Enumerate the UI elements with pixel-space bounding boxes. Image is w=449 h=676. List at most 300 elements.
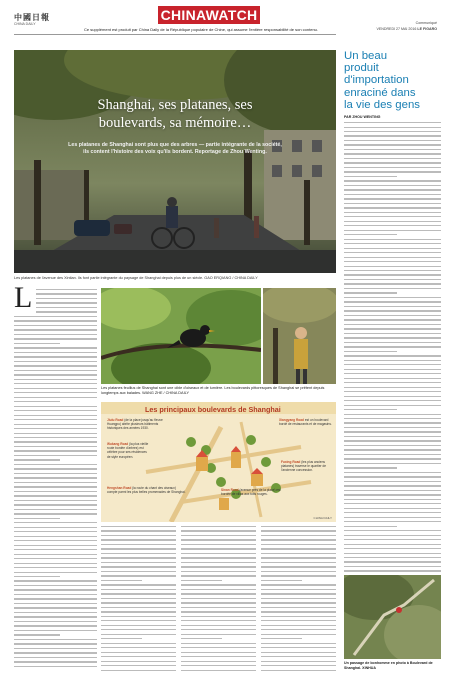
- body-text-line: [101, 593, 176, 594]
- body-text-line: [261, 598, 336, 599]
- body-text-line: [14, 325, 97, 326]
- body-text-line: [344, 431, 441, 432]
- body-text-line: [261, 616, 336, 617]
- body-text-line: [261, 602, 336, 603]
- body-text-line: [344, 135, 441, 136]
- body-text-line: [344, 463, 441, 464]
- body-text-line: [36, 298, 97, 299]
- body-text-line: [344, 481, 441, 482]
- body-text-line: [344, 503, 441, 504]
- body-text-line: [101, 656, 176, 657]
- body-text-line: [344, 405, 441, 406]
- body-text-line: [101, 625, 176, 626]
- body-text-line: [261, 571, 336, 572]
- hero-deck-line-2: ils content l'histoire des voix qu'ils bordent. Reportage de Zhou Wenting.: [83, 149, 267, 156]
- body-text-line: [181, 665, 256, 666]
- tree-lined-street-image: [14, 50, 336, 273]
- bird-on-branch-image: [101, 288, 261, 384]
- body-text-line: [344, 499, 441, 500]
- body-text-line: [344, 243, 441, 244]
- body-text-line: [344, 319, 441, 320]
- body-text-line: [14, 424, 97, 425]
- main-article-column: [14, 281, 97, 670]
- body-text-line: [261, 665, 336, 666]
- body-text-line: [14, 352, 97, 353]
- body-text-line: [14, 316, 97, 317]
- article-column-3: [181, 526, 256, 674]
- china-daily-wordmark: CHINA DAILY: [14, 22, 36, 26]
- masthead: [0, 0, 449, 44]
- body-text-line: [14, 379, 97, 380]
- body-text-line: [14, 594, 97, 595]
- body-text-line: [261, 607, 336, 608]
- body-text-line: [181, 607, 256, 608]
- body-text-line: [14, 612, 97, 613]
- body-text-line: [344, 185, 441, 186]
- body-text-line: [181, 562, 256, 563]
- body-text-line: [14, 392, 97, 393]
- body-text-line: [181, 557, 256, 558]
- body-text-line: [344, 257, 441, 258]
- sidebar-photo-caption: Un passage de bonhomme en photo à Boulevard de Shanghai. XINHUA: [344, 661, 433, 670]
- body-text-line: [181, 638, 222, 639]
- body-text-line: [261, 670, 336, 671]
- body-text-line: [181, 589, 256, 590]
- shanghai-street-map-image: [344, 575, 441, 659]
- body-text-line: [344, 494, 441, 495]
- sidebar-headline-line-3: d'importation: [344, 74, 409, 87]
- body-text-line: [101, 611, 176, 612]
- body-text-line: [101, 647, 176, 648]
- body-text-line: [14, 661, 97, 662]
- body-text-line: [261, 544, 336, 545]
- blurb-name: Sinan Road: [221, 488, 239, 492]
- map-blurb: [107, 486, 187, 494]
- body-text-line: [181, 602, 256, 603]
- body-text-line: [14, 580, 97, 581]
- body-text-line: [344, 391, 441, 392]
- hero-photo: [14, 50, 336, 273]
- map-blurb: [279, 418, 333, 426]
- body-text-line: [344, 306, 441, 307]
- body-text-line: [344, 346, 441, 347]
- body-text-line: [14, 585, 97, 586]
- body-text-line: [101, 602, 176, 603]
- body-text-line: [344, 176, 397, 177]
- body-text-line: [101, 548, 176, 549]
- map-blurb: [107, 442, 151, 459]
- body-text-line: [344, 234, 397, 235]
- body-text-line: [344, 512, 441, 513]
- body-text-line: [344, 369, 441, 370]
- body-text-line: [344, 521, 441, 522]
- body-text-line: [14, 639, 97, 640]
- body-text-line: [344, 127, 441, 128]
- blurb-name: Wukang Road: [107, 442, 129, 446]
- portrait-photo: [263, 288, 336, 384]
- communique-label: Communiqué: [415, 21, 437, 25]
- body-text-line: [101, 670, 176, 671]
- body-text-line: [344, 544, 441, 545]
- hero-deck-line-1: Les platanes de Shanghai sont plus que des arbres — partie intégrante de la société,: [68, 142, 282, 148]
- body-text-line: [181, 584, 256, 585]
- body-text-line: [344, 387, 441, 388]
- body-text-line: [344, 458, 441, 459]
- body-text-line: [181, 652, 256, 653]
- body-text-line: [14, 554, 97, 555]
- body-text-line: [181, 575, 256, 576]
- body-text-line: [181, 553, 256, 554]
- body-text-line: [344, 378, 441, 379]
- body-text-line: [344, 472, 441, 473]
- body-text-line: [14, 459, 60, 460]
- body-text-line: [344, 140, 441, 141]
- body-text-line: [344, 230, 441, 231]
- sidebar-headline-line-4: enraciné dans: [344, 86, 416, 99]
- body-text-line: [344, 270, 441, 271]
- body-text-line: [181, 598, 256, 599]
- body-text-line: [36, 311, 97, 312]
- body-text-line: [101, 562, 176, 563]
- body-text-line: [14, 486, 97, 487]
- body-text-line: [344, 144, 441, 145]
- body-text-line: [344, 427, 441, 428]
- body-text-line: [14, 621, 97, 622]
- body-text-line: [14, 455, 97, 456]
- body-text-line: [344, 467, 397, 468]
- body-text-line: [344, 418, 441, 419]
- body-text-line: [101, 665, 176, 666]
- body-text-line: [14, 428, 97, 429]
- body-text-line: [14, 334, 97, 335]
- body-text-line: [181, 539, 256, 540]
- body-text-line: [101, 580, 142, 581]
- body-text-line: [101, 589, 176, 590]
- body-text-line: [14, 603, 97, 604]
- body-text-line: [14, 630, 97, 631]
- paper-name: LE FIGARO: [417, 27, 437, 31]
- body-text-line: [14, 329, 97, 330]
- body-text-line: [344, 485, 441, 486]
- body-text-line: [344, 274, 441, 275]
- body-text-line: [14, 406, 97, 407]
- body-text-line: [14, 598, 97, 599]
- body-text-line: [181, 526, 256, 527]
- body-text-line: [344, 530, 441, 531]
- drop-cap: L: [14, 281, 33, 314]
- body-text-line: [14, 450, 97, 451]
- body-text-line: [14, 607, 97, 608]
- body-text-line: [344, 153, 441, 154]
- blurb-name: Hengshan Road: [107, 486, 132, 490]
- sidebar-headline-line-1: Un beau: [344, 50, 388, 62]
- body-text-line: [261, 625, 336, 626]
- body-text-line: [181, 661, 256, 662]
- body-text-line: [181, 530, 256, 531]
- body-text-line: [344, 212, 441, 213]
- body-text-line: [14, 589, 97, 590]
- body-text-line: [14, 625, 97, 626]
- body-text-line: [344, 310, 441, 311]
- body-text-line: [344, 198, 441, 199]
- body-text-line: [14, 482, 97, 483]
- blurb-text: (de la place jusqu'au fleuve Huangpu) abrite plusieurs bâtiments historiques des années 1930.: [107, 418, 163, 431]
- body-text-line: [344, 171, 441, 172]
- bird-photo: [101, 288, 261, 384]
- body-text-line: [261, 530, 336, 531]
- body-text-line: [344, 324, 441, 325]
- body-text-line: [14, 509, 97, 510]
- body-text-line: [344, 189, 441, 190]
- body-text-line: [101, 634, 176, 635]
- body-text-line: [14, 540, 97, 541]
- body-text-line: [14, 536, 97, 537]
- body-text-line: [344, 440, 441, 441]
- body-text-line: [344, 216, 441, 217]
- body-text-line: [344, 158, 441, 159]
- body-text-line: [344, 162, 441, 163]
- body-text-line: [14, 491, 97, 492]
- body-text-line: [344, 239, 441, 240]
- body-text-line: [14, 473, 97, 474]
- blurb-text: (la route du chant des oiseaux) compte parmi les plus belles promenades de Shanghai.: [107, 486, 186, 495]
- body-text-line: [181, 544, 256, 545]
- body-text-line: [344, 396, 441, 397]
- body-text-line: [344, 252, 441, 253]
- body-text-line: [344, 167, 441, 168]
- body-text-line: [344, 292, 397, 293]
- body-text-line: [261, 557, 336, 558]
- body-text-line: [344, 476, 441, 477]
- body-text-line: [14, 347, 97, 348]
- body-text-line: [14, 558, 97, 559]
- body-text-line: [261, 643, 336, 644]
- body-text-line: [181, 629, 256, 630]
- body-text-line: [261, 611, 336, 612]
- body-text-line: [14, 401, 60, 402]
- body-text-line: [344, 548, 441, 549]
- body-text-line: [14, 567, 97, 568]
- body-text-line: [14, 441, 97, 442]
- body-text-line: [14, 648, 97, 649]
- body-text-line: [344, 266, 441, 267]
- body-text-line: [14, 397, 97, 398]
- body-text-line: [181, 670, 256, 671]
- body-text-line: [261, 589, 336, 590]
- body-text-line: [344, 342, 441, 343]
- hero-deck: [32, 142, 318, 156]
- body-text-line: [101, 652, 176, 653]
- map-title: Les principaux boulevards de Shanghai: [145, 405, 281, 414]
- body-text-line: [261, 539, 336, 540]
- body-text-line: [14, 500, 97, 501]
- body-text-line: [181, 620, 256, 621]
- body-text-line: [344, 351, 397, 352]
- body-text-line: [344, 248, 441, 249]
- sidebar-body-text: [344, 122, 441, 581]
- body-text-line: [344, 288, 441, 289]
- body-text-line: [261, 526, 336, 527]
- body-text-line: [14, 468, 97, 469]
- sidebar-headline-line-5: la vie des gens: [344, 98, 420, 111]
- body-text-line: [344, 225, 441, 226]
- body-text-line: [344, 203, 441, 204]
- body-text-line: [101, 557, 176, 558]
- china-daily-logo: 中國日報: [14, 13, 50, 22]
- body-text-line: [261, 584, 336, 585]
- body-text-line: [14, 419, 97, 420]
- body-text-line: [344, 517, 441, 518]
- body-text-line: [344, 364, 441, 365]
- body-text-line: [14, 518, 60, 519]
- body-text-line: [344, 539, 441, 540]
- body-text-line: [261, 593, 336, 594]
- body-text-line: [344, 207, 441, 208]
- body-text-line: [14, 522, 97, 523]
- body-text-line: [14, 652, 97, 653]
- body-text-line: [101, 566, 176, 567]
- body-text-line: [14, 527, 97, 528]
- body-text-line: [14, 356, 97, 357]
- body-text-line: [14, 320, 97, 321]
- masthead-dateline: [376, 20, 437, 32]
- body-text-line: [14, 513, 97, 514]
- body-text-line: [181, 656, 256, 657]
- article-column-4: [261, 526, 336, 674]
- body-text-line: [344, 557, 441, 558]
- body-text-line: [344, 449, 441, 450]
- body-text-line: [344, 400, 441, 401]
- hero-headline-line-2: boulevards, sa mémoire…: [98, 115, 252, 131]
- body-text-line: [14, 576, 60, 577]
- body-text-line: [101, 544, 176, 545]
- body-text-line: [101, 535, 176, 536]
- body-text-line: [261, 647, 336, 648]
- body-text-line: [14, 361, 97, 362]
- body-text-line: [181, 535, 256, 536]
- body-text-line: [344, 535, 441, 536]
- body-text-line: [181, 647, 256, 648]
- body-text-line: [344, 373, 441, 374]
- body-text-line: [344, 445, 441, 446]
- masthead-rule: [14, 34, 336, 35]
- body-text-line: [261, 656, 336, 657]
- sidebar-headline-line-2: produit: [344, 62, 379, 75]
- body-text-line: [101, 571, 176, 572]
- body-text-line: [14, 504, 97, 505]
- body-text-line: [344, 261, 441, 262]
- body-text-line: [101, 643, 176, 644]
- body-text-line: [344, 328, 441, 329]
- body-text-line: [261, 562, 336, 563]
- body-text-line: [101, 539, 176, 540]
- body-text-line: [101, 607, 176, 608]
- body-text-line: [14, 433, 97, 434]
- body-text-line: [261, 553, 336, 554]
- body-text-line: [14, 370, 97, 371]
- body-text-line: [36, 302, 97, 303]
- body-text-line: [14, 549, 97, 550]
- body-text-line: [14, 477, 97, 478]
- body-text-line: [344, 561, 441, 562]
- body-text-line: [14, 374, 97, 375]
- body-text-line: [181, 625, 256, 626]
- body-text-line: [181, 643, 256, 644]
- body-text-line: [101, 620, 176, 621]
- body-text-line: [261, 638, 302, 639]
- body-text-line: [181, 616, 256, 617]
- body-text-line: [261, 575, 336, 576]
- hero-caption: Les platanes de l'avenue des Xintian. Ils font partie intégrante du paysage de Shanghai depuis plus de un siècle. GAO ERQIANG / CHINA DAILY: [14, 276, 258, 280]
- body-text-line: [344, 355, 441, 356]
- body-text-line: [344, 526, 397, 527]
- body-text-line: [344, 490, 441, 491]
- body-text-line: [101, 575, 176, 576]
- map-blurb: [281, 460, 333, 473]
- body-text-line: [36, 289, 97, 290]
- body-text-line: [344, 297, 441, 298]
- map-blurb: [221, 488, 281, 496]
- body-text-line: [181, 548, 256, 549]
- body-text-line: [181, 634, 256, 635]
- body-text-line: [101, 584, 176, 585]
- blurb-text: est un boulevard bordé de restaurants et de magasins.: [279, 418, 332, 427]
- body-text-line: [181, 566, 256, 567]
- body-text-line: [14, 415, 97, 416]
- body-text-line: [36, 293, 97, 294]
- body-text-line: [101, 661, 176, 662]
- body-text-line: [14, 343, 60, 344]
- body-text-line: [101, 629, 176, 630]
- body-text-line: [344, 131, 441, 132]
- body-text-line: [261, 535, 336, 536]
- body-text-line: [101, 530, 176, 531]
- body-text-line: [101, 638, 142, 639]
- body-text-line: [344, 570, 441, 571]
- body-text-line: [344, 194, 441, 195]
- body-text-line: [101, 616, 176, 617]
- body-text-line: [14, 531, 97, 532]
- body-text-line: [344, 454, 441, 455]
- body-text-line: [344, 315, 441, 316]
- body-text-line: [344, 422, 441, 423]
- body-text-line: [344, 180, 441, 181]
- body-text-line: [14, 495, 97, 496]
- body-text-line: [181, 580, 222, 581]
- blurb-text: (les plus anciens platanes) traverse le quartier de l'ancienne concession.: [281, 460, 327, 473]
- masthead-tagline: Ce supplément est produit par China Daily de la République populaire de Chine, qui assume l'entière responsabilité de son contenu.: [84, 27, 319, 32]
- body-text-line: [14, 388, 97, 389]
- body-text-line: [14, 643, 97, 644]
- body-text-line: [261, 652, 336, 653]
- body-text-line: [14, 572, 97, 573]
- body-text-line: [261, 620, 336, 621]
- body-text-line: [101, 526, 176, 527]
- body-text-line: [14, 657, 97, 658]
- body-text-line: [344, 566, 441, 567]
- blurb-name: Fuxing Road: [281, 460, 301, 464]
- body-text-line: [344, 333, 441, 334]
- body-text-line: [181, 593, 256, 594]
- map-blurb: [107, 418, 173, 431]
- sidebar-photo: [344, 575, 441, 659]
- body-text-line: [261, 629, 336, 630]
- body-text-line: [14, 365, 97, 366]
- body-text-line: [36, 307, 97, 308]
- sidebar-headline: [344, 50, 441, 111]
- boulevards-map: [101, 402, 336, 522]
- body-text-line: [344, 414, 441, 415]
